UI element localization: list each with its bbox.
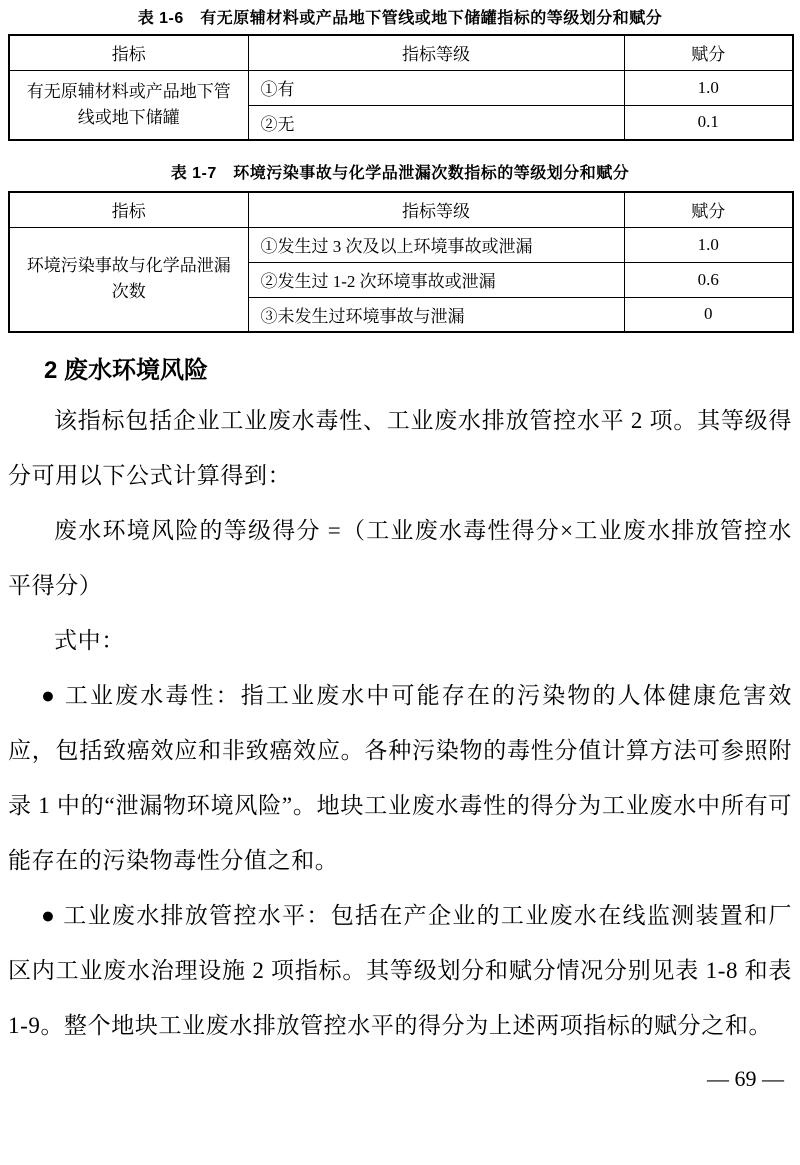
paragraph-bullet-discharge-control: ● 工业废水排放管控水平：包括在产企业的工业废水在线监测装置和厂区内工业废水治理设施 2 项指标。其等级划分和赋分情况分别见表 1-8 和表 1-9。整个地块工业废水排放管控水平的得分为上述两项指标的赋分之和。 — [8, 903, 792, 1038]
column-header-indicator: 指标 — [9, 35, 248, 70]
section-body — [8, 393, 792, 1053]
paragraph-intro: 该指标包括企业工业废水毒性、工业废水排放管控水平 2 项。其等级得分可用以下公式计算得到： — [8, 408, 792, 488]
paragraph-where: 式中： — [54, 628, 125, 653]
indicator-name-cell: 有无原辅材料或产品地下管线或地下储罐 — [9, 70, 248, 140]
table-1-7 — [8, 191, 794, 333]
score-cell: 1.0 — [624, 227, 793, 262]
table-row — [9, 227, 793, 262]
section-heading: 2 废水环境风险 — [44, 357, 209, 384]
table-1-6-title: 表 1-6 有无原辅材料或产品地下管线或地下储罐指标的等级划分和赋分 — [137, 10, 663, 27]
score-cell: 0 — [624, 297, 793, 332]
table-1-6 — [8, 34, 794, 141]
column-header-grade: 指标等级 — [248, 192, 624, 227]
column-header-indicator: 指标 — [9, 192, 248, 227]
column-header-score: 赋分 — [624, 192, 793, 227]
grade-cell: ②发生过 1-2 次环境事故或泄漏 — [248, 262, 624, 297]
column-header-grade: 指标等级 — [248, 35, 624, 70]
score-cell: 0.6 — [624, 262, 793, 297]
table-header-row — [9, 35, 793, 70]
paragraph-bullet-wastewater-toxicity: ● 工业废水毒性：指工业废水中可能存在的污染物的人体健康危害效应，包括致癌效应和非致癌效应。各种污染物的毒性分值计算方法可参照附录 1 中的“泄漏物环境风险”。地块工业废水毒性的得分为工业废水中所有可能存在的污染物毒性分值之和。 — [8, 683, 792, 873]
grade-cell: ①有 — [248, 70, 624, 105]
grade-cell: ③未发生过环境事故与泄漏 — [248, 297, 624, 332]
grade-cell: ②无 — [248, 105, 624, 140]
indicator-name-cell: 环境污染事故与化学品泄漏次数 — [9, 227, 248, 332]
score-cell: 0.1 — [624, 105, 793, 140]
page-number: — 69 — — [707, 1066, 784, 1091]
paragraph-formula: 废水环境风险的等级得分 =（工业废水毒性得分×工业废水排放管控水平得分） — [8, 518, 792, 598]
column-header-score: 赋分 — [624, 35, 793, 70]
table-row — [9, 70, 793, 105]
grade-cell: ①发生过 3 次及以上环境事故或泄漏 — [248, 227, 624, 262]
table-1-7-title: 表 1-7 环境污染事故与化学品泄漏次数指标的等级划分和赋分 — [170, 165, 630, 182]
score-cell: 1.0 — [624, 70, 793, 105]
table-header-row — [9, 192, 793, 227]
